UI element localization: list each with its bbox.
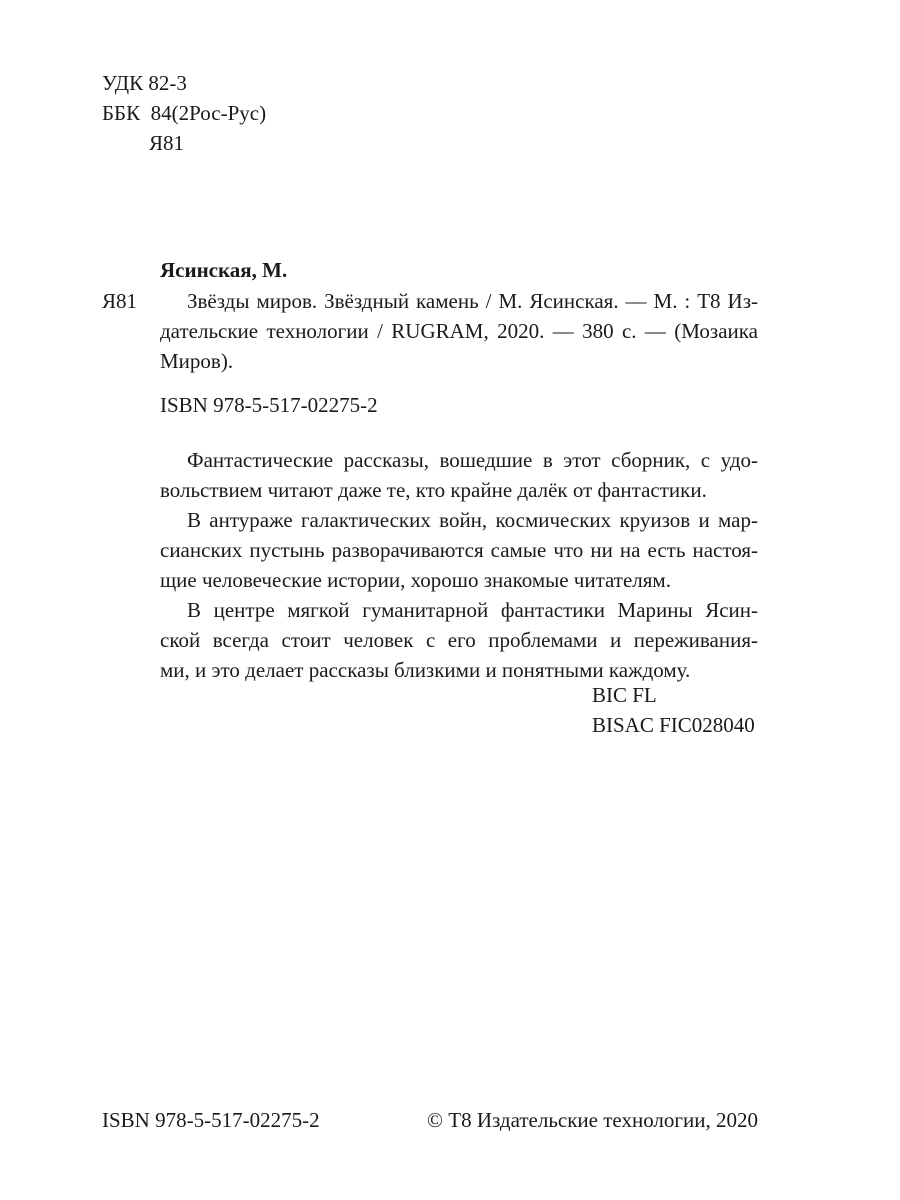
description-line: Звёзды миров. Звёздный камень / М. Ясинская. — М. : Т8 Из- bbox=[187, 289, 758, 313]
annotation-line: В антураже галактических войн, космических круизов и мар- bbox=[187, 508, 758, 532]
bic-code: BIC FL bbox=[592, 683, 657, 707]
catalog-isbn: ISBN 978-5-517-02275-2 bbox=[160, 393, 378, 417]
description-line: дательские технологии / RUGRAM, 2020. — 380 с. — (Мозаика bbox=[160, 319, 758, 343]
annotation-line: ми, и это делает рассказы близкими и понятными каждому. bbox=[160, 658, 691, 682]
annotation-line: щие человеческие истории, хорошо знакомые читателям. bbox=[160, 568, 671, 592]
udk-code: УДК 82-3 bbox=[102, 71, 187, 95]
annotation-line: ской всегда стоит человек с его проблемами и переживания- bbox=[160, 628, 758, 652]
annotation-line: вольствием читают даже те, кто крайне далёк от фантастики. bbox=[160, 478, 707, 502]
annotation-line: В центре мягкой гуманитарной фантастики Марины Ясин- bbox=[187, 598, 758, 622]
description-line: Миров). bbox=[160, 349, 234, 373]
bisac-code: BISAC FIC028040 bbox=[592, 713, 755, 737]
author-heading: Ясинская, М. bbox=[160, 258, 288, 282]
side-author-mark: Я81 bbox=[102, 289, 138, 313]
footer-copyright: © Т8 Издательские технологии, 2020 bbox=[427, 1108, 758, 1132]
author-mark: Я81 bbox=[149, 131, 185, 155]
bbk-code: ББК 84(2Рос-Рус) bbox=[102, 101, 267, 125]
annotation-line: сианских пустынь разворачиваются самые что ни на есть настоя- bbox=[160, 538, 758, 562]
annotation-line: Фантастические рассказы, вошедшие в этот сборник, с удо- bbox=[187, 448, 758, 472]
footer-isbn: ISBN 978-5-517-02275-2 bbox=[102, 1108, 320, 1132]
